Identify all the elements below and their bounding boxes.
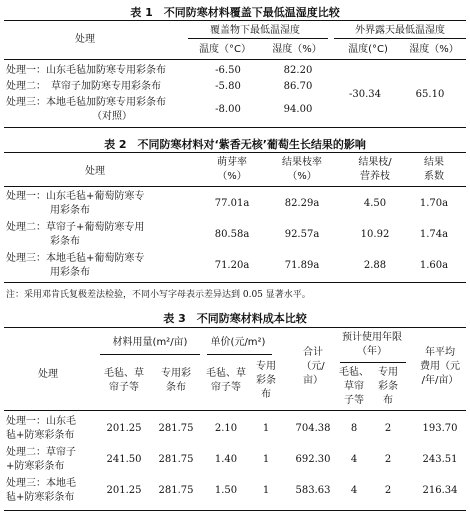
table3-row3-annual: 216.34 xyxy=(422,485,458,496)
table2-header4-line1: 结果 xyxy=(424,157,444,168)
table2-row1-v2: 82.29a xyxy=(284,198,320,209)
table3-header-annual-line1: 年平均 xyxy=(425,347,455,358)
table3-row1-name-line2: 毡+防寒彩条布 xyxy=(6,430,75,441)
table3-bottom-rule xyxy=(4,510,466,511)
table1-row1-temp: -6.50 xyxy=(215,65,241,76)
table3-col-label: 处理 xyxy=(38,369,58,380)
table3-row3-p1: 1.50 xyxy=(214,485,238,496)
table2-row3-v4: 1.60a xyxy=(419,260,449,271)
table3-sub-felt-line2: 帘子等 xyxy=(109,382,139,393)
table1-row3-hum: 94.00 xyxy=(283,104,313,115)
table2-row2-name-line2: 彩条布 xyxy=(50,236,80,247)
table2-row3-v1: 71.20a xyxy=(214,260,250,271)
table3-row2-y2: 2 xyxy=(384,454,392,465)
table3-header-total-line1: 合计 xyxy=(303,347,323,358)
table3-row3-p2: 1 xyxy=(262,485,270,496)
table3-top-rule xyxy=(4,327,466,328)
table3-row3-y2: 2 xyxy=(384,485,392,496)
table1-hum-header-outside: 湿度（%） xyxy=(409,44,459,55)
table2-bottom-rule xyxy=(4,282,466,283)
table1-group-rule-outside xyxy=(334,38,466,39)
table3-row2-p2: 1 xyxy=(262,454,270,465)
table1-outside-hum: 65.10 xyxy=(415,89,445,100)
table1-row2-hum: 86.70 xyxy=(283,81,313,92)
table2-row3-name-line2: 用彩条布 xyxy=(50,267,90,278)
table2-header1-line2: （%） xyxy=(217,171,247,182)
table3-row2-total: 692.30 xyxy=(295,454,331,465)
table3-row3-total: 583.63 xyxy=(295,485,331,496)
table3-sub-years-cloth-line3: 布 xyxy=(383,395,393,406)
table2-row1-name-line2: 用彩条布 xyxy=(50,205,90,216)
table3-row2-m1: 241.50 xyxy=(106,454,142,465)
table1-row2-temp: -5.80 xyxy=(215,81,241,92)
table1-temp-header: 温度（°C） xyxy=(199,44,251,55)
table2-row1-v3: 4.50 xyxy=(363,198,387,209)
table3-row2-m2: 281.75 xyxy=(158,454,194,465)
table3-header-years-line1: 预计使用年限 xyxy=(342,332,402,343)
table3-sub-price-felt-line1: 毛毡、草 xyxy=(206,368,246,379)
table1-row2-name: 处理二： 草帘子加防寒专用彩条布 xyxy=(6,81,161,92)
table3-header-annual-line3: /年/亩） xyxy=(421,375,459,386)
table2-row2-v2: 92.57a xyxy=(284,229,320,240)
table1-col-label: 处理 xyxy=(75,34,95,45)
table2-header4-line2: 系数 xyxy=(424,171,444,182)
table3-row2-name-line1: 处理二：草帘子 xyxy=(6,447,76,458)
table2-row1-name-line1: 处理一：山东毛毡+葡萄防寒专 xyxy=(6,191,145,202)
table1-group-rule-under xyxy=(188,38,328,39)
table3-sub-price-felt-line2: 帘子等 xyxy=(211,382,241,393)
table3-header-material: 材料用量(m²/亩) xyxy=(112,337,188,348)
table3-sub-years-cloth-line2: 彩条 xyxy=(378,381,398,392)
table3-header-rule xyxy=(4,410,466,411)
table3-header-total-line3: 亩） xyxy=(303,375,323,386)
table2-row2-name-line1: 处理二：草帘子+葡萄防寒专用 xyxy=(6,222,145,233)
table2-header3-line2: 营养枝 xyxy=(360,171,390,182)
table1-group-under: 覆盖物下最低温湿度 xyxy=(210,25,300,36)
table1-row1-hum: 82.20 xyxy=(283,65,313,76)
table3-sub-years-felt-line1: 毛毡、 xyxy=(339,367,369,378)
table3-row1-p2: 1 xyxy=(262,423,270,434)
table2-row1-v4: 1.70a xyxy=(419,198,449,209)
table3-row2-y1: 4 xyxy=(350,454,358,465)
table2-header2-line2: （%） xyxy=(287,171,317,182)
table1-row1-name: 处理一：山东毛毡加防寒专用彩条布 xyxy=(6,65,166,76)
table3-row3-m2: 281.75 xyxy=(158,485,194,496)
table2-col-label: 处理 xyxy=(85,166,105,177)
table3-row1-annual: 193.70 xyxy=(422,423,458,434)
table3-header-price: 单价(元/m²) xyxy=(210,337,266,348)
table3-row1-y2: 2 xyxy=(384,423,392,434)
table3-sub-price-cloth-line1: 专用 xyxy=(256,361,276,372)
table3-row1-y1: 8 xyxy=(350,423,358,434)
table1-hum-header: 湿度（%） xyxy=(272,44,322,55)
table1-outside-temp: -30.34 xyxy=(348,89,382,100)
table3-caption: 表 3 不同防寒材料成本比较 xyxy=(163,312,307,325)
table3-row3-name-line1: 处理三：本地毛 xyxy=(6,478,76,489)
table3-rule-years xyxy=(340,362,406,363)
table1-top-rule xyxy=(4,20,466,21)
table3-sub-cloth-line2: 条布 xyxy=(166,382,186,393)
table2-note: 注：采用邓肯氏复极差法检验，不同小写字母表示差异达到 0.05 显著水平。 xyxy=(6,290,311,300)
table3-row3-y1: 4 xyxy=(350,485,358,496)
table3-sub-years-felt-line3: 子等 xyxy=(344,395,364,406)
table2-header2-line1: 结果枝率 xyxy=(282,157,322,168)
table2-header1-line1: 萌芽率 xyxy=(217,157,247,168)
table3-row2-p1: 1.40 xyxy=(214,454,238,465)
table2-row3-v2: 71.89a xyxy=(284,260,320,271)
table3-sub-price-cloth-line3: 布 xyxy=(261,389,271,400)
table3-sub-years-cloth-line1: 专用 xyxy=(378,367,398,378)
table1-caption: 表 1 不同防寒材料覆盖下最低温湿度比较 xyxy=(130,6,340,19)
table2-header-rule xyxy=(4,186,466,187)
table2-row3-v3: 2.88 xyxy=(363,260,387,271)
table2-row2-v3: 10.92 xyxy=(360,229,390,240)
table1-row3-temp: -8.00 xyxy=(215,104,241,115)
table3-row3-name-line2: 毡+防寒彩条布 xyxy=(6,492,75,503)
table3-row1-p1: 2.10 xyxy=(214,423,238,434)
table3-row1-m2: 281.75 xyxy=(158,423,194,434)
table3-row2-name-line2: +防寒彩条布 xyxy=(6,461,65,472)
table3-header-total-line2: （元/ xyxy=(301,361,325,372)
table1-row3-name: 处理三：本地毛毡加防寒专用彩条布 xyxy=(6,97,166,108)
table3-row1-name-line1: 处理一：山东毛 xyxy=(6,416,76,427)
table2-row1-v1: 77.01a xyxy=(214,198,250,209)
table3-row1-total: 704.38 xyxy=(295,423,331,434)
table3-sub-cloth-line1: 专用彩 xyxy=(161,368,191,379)
table3-sub-years-felt-line2: 草帘 xyxy=(344,381,364,392)
table3-sub-felt-line1: 毛毡、草 xyxy=(104,368,144,379)
table3-row3-m1: 201.25 xyxy=(106,485,142,496)
table3-row1-m1: 201.25 xyxy=(106,423,142,434)
table2-caption: 表 2 不同防寒材料对‘紫香无核’葡萄生长结果的影响 xyxy=(104,138,366,151)
table1-bottom-rule xyxy=(4,127,466,128)
table2-row2-v1: 80.58a xyxy=(214,229,250,240)
table1-row3-name-suffix: （对照） xyxy=(92,111,132,122)
table1-group-outside: 外界露天最低温湿度 xyxy=(355,25,445,36)
table3-header-annual-line2: 费用（元 xyxy=(420,361,460,372)
table3-rule-price xyxy=(207,354,272,355)
table1-temp-header-outside: 温度(°C) xyxy=(348,44,388,55)
table3-row2-annual: 243.51 xyxy=(422,454,458,465)
table3-sub-price-cloth-line2: 彩条 xyxy=(256,375,276,386)
table3-header-years-line2: （年） xyxy=(357,346,387,357)
table2-top-rule xyxy=(4,152,466,153)
table2-row3-name-line1: 处理三：本地毛毡+葡萄防寒专 xyxy=(6,253,145,264)
table1-header-rule xyxy=(4,59,466,60)
table2-header3-line1: 结果枝/ xyxy=(358,157,392,168)
table3-rule-material xyxy=(100,354,200,355)
table2-row2-v4: 1.74a xyxy=(419,229,449,240)
